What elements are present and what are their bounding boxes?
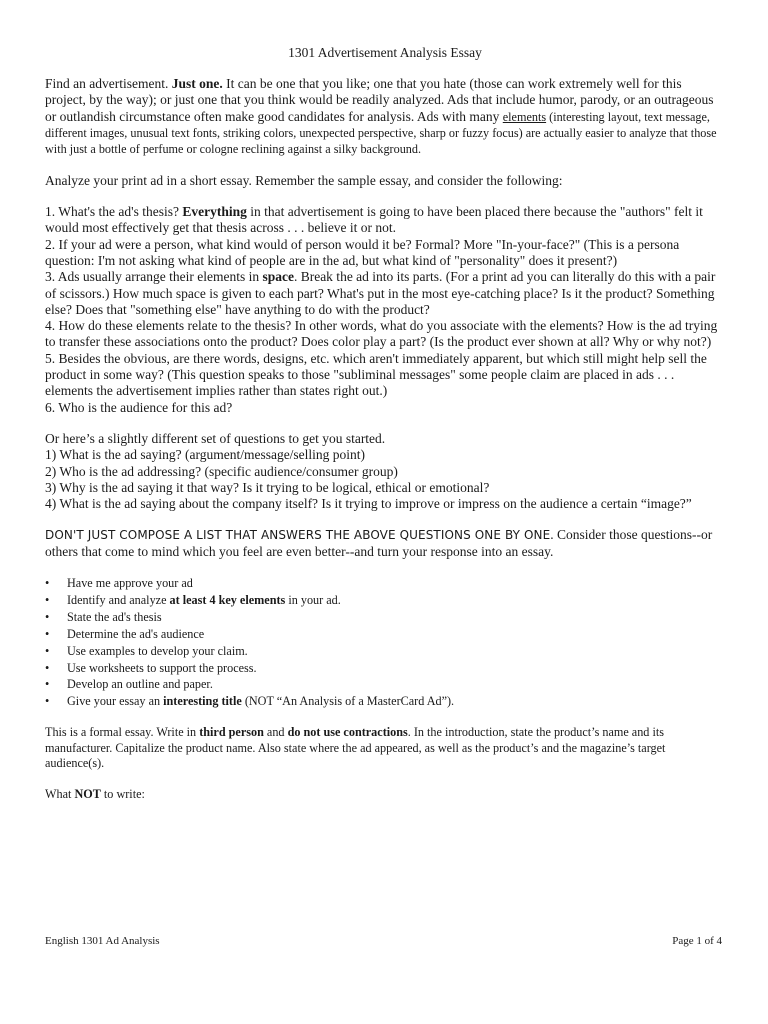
bullet-icon: • [45, 660, 50, 675]
footer-page-number: Page 1 of 4 [672, 935, 722, 947]
intro-text-2: It can be one that you like; one that you hate (those can work extremely well for this project, by the way); or just one that you think would be readily analyzed. Ads that include humor, parody, or an outrageous or outlandish circumstance often make good candidates for analysis. Ads with many [45, 76, 714, 124]
footer-course-label: English 1301 Ad Analysis [45, 935, 160, 947]
analyze-paragraph: Analyze your print ad in a short essay. Remember the sample essay, and consider the following: [45, 172, 563, 188]
formal-essay-paragraph: This is a formal essay. Write in third person and do not use contractions. In the introduction, state the product’s name and its manufacturer. Capitalize the product name. Also state where the ad appeared, as well as the product’s and the magazine’s target audience(s). [45, 725, 666, 771]
alt-question-1: 1) What is the ad saying? (argument/message/selling point) [45, 447, 366, 463]
question-6: 6. Who is the audience for this ad? [45, 399, 233, 415]
alt-questions-intro: Or here’s a slightly different set of questions to get you started. [45, 430, 386, 446]
requirements-list [45, 575, 725, 710]
question-3: 3. Ads usually arrange their elements in space. Break the ad into its parts. (For a print ad you can literally do this with a pair of scissors.) How much space is given to each part? What's put in the most eye-catching place? Is it the product? Something else? Does that "something else" have anything to do with the product? [45, 269, 716, 317]
bullet-icon: • [45, 609, 50, 624]
document-title: 1301 Advertisement Analysis Essay [288, 45, 482, 60]
document-body [45, 45, 725, 802]
intro-text-3: (interesting layout, text message, different images, unusual text fonts, striking colors, unexpected perspective, sharp or fuzzy focus) are actually easier to analyze that those with just a bottle of perfume or cologne reclining against a silky background. [45, 109, 717, 157]
bullet-icon: • [45, 576, 50, 591]
list-item: • Identify and analyze at least 4 key elements in your ad. [45, 592, 341, 607]
list-item: • Use worksheets to support the process. [45, 660, 257, 675]
question-4: 4. How do these elements relate to the thesis? In other words, what do you associate with the elements? How is the ad trying to transfer these associations onto the product? Does color play a part? (Is the product ever shown at all? Why or why not?) [45, 318, 718, 350]
question-2: 2. If your ad were a person, what kind would of person would it be? Formal? More "In-your-face?" (This is a persona question: I'm not asking what kind of people are in the ad, but what kind of "personality" does it present?) [45, 236, 680, 268]
alt-question-3: 3) Why is the ad saying it that way? Is it trying to be logical, ethical or emotional? [45, 479, 490, 495]
list-item: • Have me approve your ad [45, 576, 193, 591]
list-item: • Develop an outline and paper. [45, 677, 213, 692]
list-item: • Give your essay an interesting title (NOT “An Analysis of a MasterCard Ad”). [45, 694, 455, 709]
list-item: • Determine the ad's audience [45, 626, 205, 641]
list-item: • Use examples to develop your claim. [45, 643, 248, 658]
bullet-icon: • [45, 694, 50, 709]
bullet-icon: • [45, 677, 50, 692]
intro-underlined: elements [502, 109, 547, 124]
alt-question-2: 2) Who is the ad addressing? (specific audience/consumer group) [45, 463, 398, 479]
alt-question-4: 4) What is the ad saying about the company itself? Is it trying to improve or impress on the audience a certain “image?” [45, 496, 692, 512]
bullet-icon: • [45, 592, 50, 607]
intro-text: Find an advertisement. [45, 76, 172, 91]
question-1: 1. What's the ad's thesis? Everything in that advertisement is going to have been placed there because the "authors" felt it would most effectively get that thesis across . . . believe it or not. [45, 204, 703, 236]
intro-paragraph [45, 76, 725, 158]
list-item: • State the ad's thesis [45, 609, 162, 624]
question-5: 5. Besides the obvious, are there words, designs, etc. which aren't immediately apparent, but which still might help sell the product in some way? (This question speaks to those "subliminal messages" some people claim are placed in ads . . . elements the advertisement implies rather than states right out.) [45, 350, 707, 399]
what-not-heading: What NOT to write: [45, 786, 145, 801]
bullet-icon: • [45, 643, 50, 658]
bullet-icon: • [45, 626, 50, 641]
intro-bold: Just one. [171, 76, 223, 91]
page-footer [45, 935, 722, 947]
caps-instruction: DON'T JUST COMPOSE A LIST THAT ANSWERS THE ABOVE QUESTIONS ONE BY ONE. Consider those questions--or others that come to mind which you feel are even better--and turn your response into an essay. [45, 527, 713, 559]
